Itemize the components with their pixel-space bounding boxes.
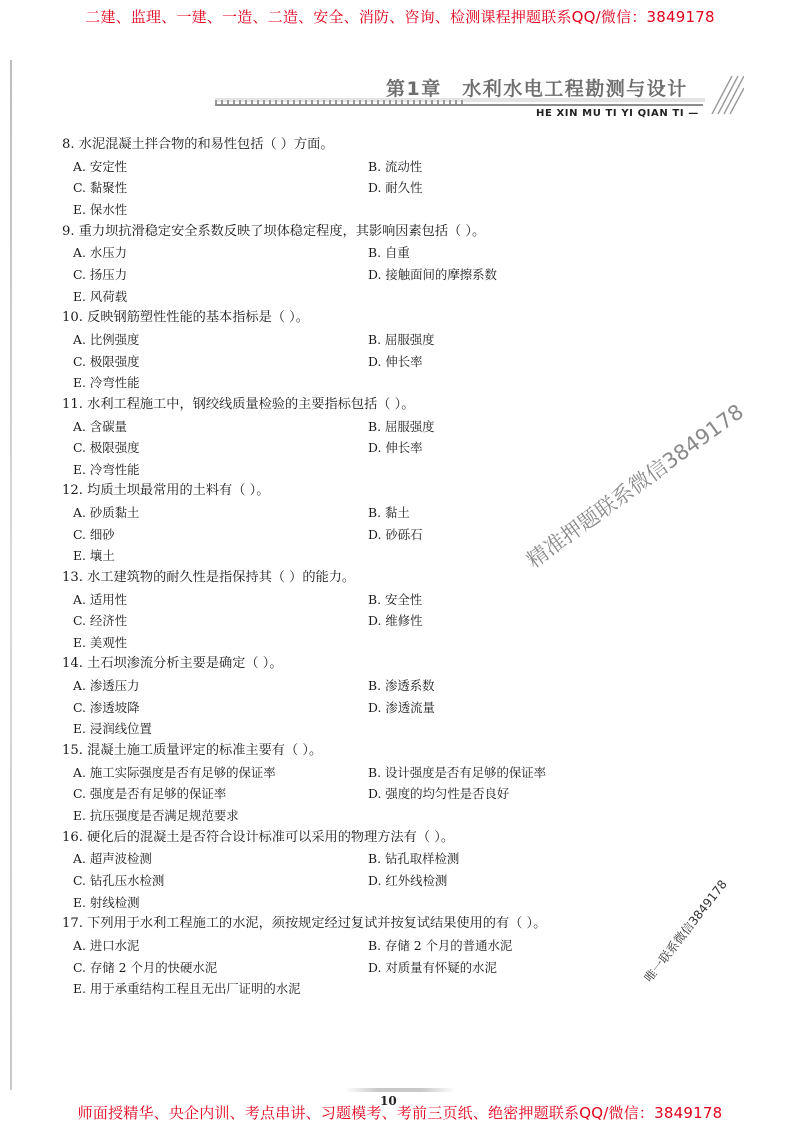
answer-option: A. 水压力 xyxy=(73,245,127,261)
answer-option: B. 安全性 xyxy=(368,591,423,607)
answer-option: E. 射线检测 xyxy=(73,894,140,910)
answer-option: E. 风荷载 xyxy=(73,288,128,304)
answer-option: E. 美观性 xyxy=(73,634,128,650)
option-row xyxy=(62,978,762,1000)
question-item xyxy=(62,480,762,567)
answer-option: D. 渗透流量 xyxy=(368,699,435,715)
answer-option: A. 砂质黏土 xyxy=(73,505,140,521)
answer-option: A. 含碳量 xyxy=(73,418,127,434)
question-item xyxy=(62,740,762,827)
question-stem: 16. 硬化后的混凝土是否符合设计标准可以采用的物理方法有（ ）。 xyxy=(62,829,455,845)
diagonal-watermark-small: 唯一联系微信3849178 xyxy=(641,877,730,985)
question-item xyxy=(62,567,762,654)
option-row xyxy=(62,762,762,784)
answer-option: D. 强度的均匀性是否良好 xyxy=(368,786,510,802)
bottom-promo-banner: 师面授精华、央企内训、考点串讲、习题模考、考前三页纸、绝密押题联系QQ/微信：3849178 xyxy=(77,1104,723,1122)
answer-option: B. 自重 xyxy=(368,245,410,261)
answer-option: B. 渗透系数 xyxy=(368,678,435,694)
question-stem: 12. 均质土坝最常用的土料有（ ）。 xyxy=(62,483,270,499)
answer-option: E. 浸润线位置 xyxy=(73,721,152,737)
answer-option: B. 存储 2 个月的普通水泥 xyxy=(368,938,513,953)
header-hatch-decoration xyxy=(710,74,744,116)
question-stem: 15. 混凝土施工质量评定的标准主要有（ ）。 xyxy=(62,743,323,759)
question-item xyxy=(62,221,762,308)
question-stem: 17. 下列用于水利工程施工的水泥，须按规定经过复试并按复试结果使用的有（ ）。 xyxy=(62,916,547,932)
answer-option: D. 伸长率 xyxy=(368,440,423,456)
page-number: 10 xyxy=(380,1094,397,1108)
answer-option: B. 屈服强度 xyxy=(368,331,435,347)
option-row xyxy=(62,156,762,178)
option-row xyxy=(62,783,762,805)
option-row xyxy=(62,718,762,740)
answer-option: B. 设计强度是否有足够的保证率 xyxy=(368,764,547,780)
answer-option: A. 比例强度 xyxy=(73,331,140,347)
option-row xyxy=(62,416,762,438)
question-item xyxy=(62,307,762,394)
answer-option: D. 维修性 xyxy=(368,613,423,629)
option-row xyxy=(62,199,762,221)
answer-option: C. 强度是否有足够的保证率 xyxy=(73,786,227,802)
question-stem: 11. 水利工程施工中，钢绞线质量检验的主要指标包括（ ）。 xyxy=(62,396,415,412)
answer-option: A. 渗透压力 xyxy=(73,678,140,694)
chapter-title: 第1章 水利水电工程勘测与设计 xyxy=(386,78,688,100)
answer-option: A. 进口水泥 xyxy=(73,938,140,953)
option-row xyxy=(62,632,762,654)
answer-option: C. 极限强度 xyxy=(73,353,140,369)
option-row xyxy=(62,848,762,870)
question-item xyxy=(62,653,762,740)
option-row xyxy=(62,329,762,351)
option-row xyxy=(62,675,762,697)
answer-option: A. 超声波检测 xyxy=(73,851,152,867)
option-row xyxy=(62,870,762,892)
option-row xyxy=(62,697,762,719)
top-promo-banner: 二建、监理、一建、一造、二造、安全、消防、咨询、检测课程押题联系QQ/微信：3849178 xyxy=(85,8,715,26)
question-item xyxy=(62,134,762,221)
question-stem: 10. 反映钢筋塑性性能的基本指标是（ ）。 xyxy=(62,310,309,326)
answer-option: A. 适用性 xyxy=(73,591,127,607)
question-list xyxy=(62,134,762,1000)
answer-option: C. 扬压力 xyxy=(73,266,128,282)
answer-option: A. 安定性 xyxy=(73,158,127,174)
answer-option: D. 耐久性 xyxy=(368,180,423,196)
option-row xyxy=(62,242,762,264)
answer-option: D. 砂砾石 xyxy=(368,526,423,542)
question-stem: 8. 水泥混凝土拌合物的和易性包括（ ）方面。 xyxy=(62,137,334,152)
answer-option: D. 红外线检测 xyxy=(368,873,448,889)
header-pinyin: HE XIN MU TI YI QIAN TI — xyxy=(536,108,699,119)
question-stem: 13. 水工建筑物的耐久性是指保持其（ ）的能力。 xyxy=(62,569,356,585)
option-row xyxy=(62,589,762,611)
answer-option: A. 施工实际强度是否有足够的保证率 xyxy=(73,764,276,780)
option-row xyxy=(62,805,762,827)
diagonal-watermark: 精准押题联系微信3849178 xyxy=(522,399,749,573)
option-row xyxy=(62,286,762,308)
answer-option: C. 极限强度 xyxy=(73,440,140,456)
answer-option: E. 冷弯性能 xyxy=(73,375,140,391)
page-number-bar xyxy=(345,1088,455,1092)
answer-option: C. 存储 2 个月的快硬水泥 xyxy=(73,959,218,975)
answer-option: B. 黏土 xyxy=(368,505,410,521)
answer-option: E. 壤土 xyxy=(73,548,115,564)
option-row xyxy=(62,264,762,286)
option-row xyxy=(62,372,762,394)
answer-option: E. 冷弯性能 xyxy=(73,461,140,477)
option-row xyxy=(62,545,762,567)
question-stem: 9. 重力坝抗滑稳定安全系数反映了坝体稳定程度，其影响因素包括（ ）。 xyxy=(62,223,486,239)
answer-option: C. 渗透坡降 xyxy=(73,699,140,715)
answer-option: E. 用于承重结构工程且无出厂证明的水泥 xyxy=(73,981,301,997)
option-row xyxy=(62,351,762,373)
answer-option: D. 接触面间的摩擦系数 xyxy=(368,266,497,282)
answer-option: E. 抗压强度是否满足规范要求 xyxy=(73,808,239,824)
answer-option: B. 流动性 xyxy=(368,158,423,174)
answer-option: D. 伸长率 xyxy=(368,353,423,369)
option-row xyxy=(62,610,762,632)
answer-option: E. 保水性 xyxy=(73,201,128,217)
scan-edge-line xyxy=(10,60,12,1090)
answer-option: B. 屈服强度 xyxy=(368,418,435,434)
answer-option: D. 对质量有怀疑的水泥 xyxy=(368,959,497,975)
question-stem: 14. 土石坝渗流分析主要是确定（ ）。 xyxy=(62,656,283,672)
answer-option: C. 黏聚性 xyxy=(73,180,128,196)
header-rule xyxy=(215,104,703,106)
answer-option: B. 钻孔取样检测 xyxy=(368,851,460,867)
answer-option: C. 钻孔压水检测 xyxy=(73,873,165,889)
answer-option: C. 细砂 xyxy=(73,526,115,542)
question-item xyxy=(62,827,762,914)
option-row xyxy=(62,892,762,914)
answer-option: C. 经济性 xyxy=(73,613,128,629)
option-row xyxy=(62,524,762,546)
option-row xyxy=(62,177,762,199)
option-row xyxy=(62,502,762,524)
